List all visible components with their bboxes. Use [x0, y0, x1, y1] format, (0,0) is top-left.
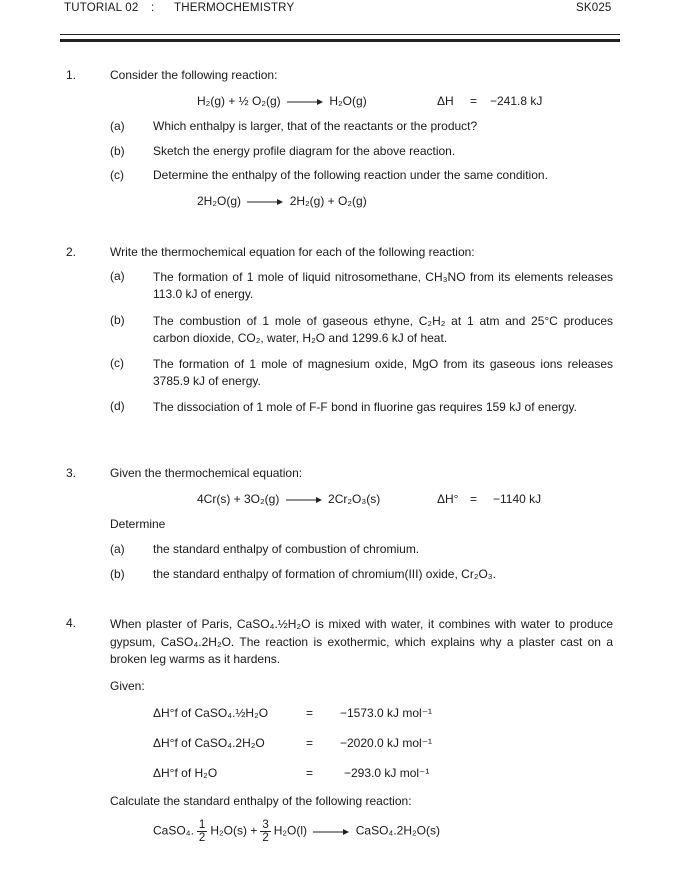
q1-eq-left: H₂(g) + ½ O₂(g) — [197, 94, 281, 108]
q3-number: 3. — [66, 466, 77, 480]
q1a-label: (a) — [110, 119, 125, 133]
fraction-denominator: 2 — [198, 832, 206, 844]
given-row-value: −2020.0 kJ mol⁻¹ — [340, 736, 433, 750]
fraction-three-halves — [260, 819, 270, 844]
q2a-text: The formation of 1 mole of liquid nitrosomethane, CH₃NO from its elements releases 113.0 kJ of energy. — [153, 270, 613, 301]
fraction-denominator: 2 — [262, 832, 269, 844]
q2b-text: The combustion of 1 mole of gaseous ethyne, C₂H₂ at 1 atm and 25°C produces carbon dioxide, CO₂, water, H₂O and 1299.6 kJ of heat. — [153, 314, 613, 345]
header-separator: : — [151, 2, 155, 14]
q2-stem: Write the thermochemical equation for each of the following reaction: — [110, 245, 475, 259]
tutorial-number: TUTORIAL 02 — [64, 2, 139, 14]
q1-stem: Consider the following reaction: — [110, 68, 278, 82]
q3-equation — [197, 492, 380, 506]
q2d-text: The dissociation of 1 mole of F-F bond in fluorine gas requires 159 kJ of energy. — [153, 400, 578, 414]
q2b-label: (b) — [110, 313, 125, 327]
q1c-eq-left: 2H₂O(g) — [197, 194, 241, 208]
given-row-sign: = — [306, 706, 314, 720]
q3a-text: the standard enthalpy of combustion of chromium. — [153, 542, 420, 556]
fraction-numerator: 3 — [262, 819, 269, 831]
q1-eq-right: H₂O(g) — [329, 94, 367, 108]
q2c-label: (c) — [110, 356, 124, 370]
q4-equation — [153, 819, 440, 844]
q2d-label: (d) — [110, 399, 125, 413]
q1c-equation — [197, 194, 367, 208]
given-row-sign: = — [306, 736, 314, 750]
q3-eq-left: 4Cr(s) + 3O₂(g) — [197, 492, 280, 506]
q1a-text: Which enthalpy is larger, that of the reactants or the product? — [153, 119, 478, 133]
q1-dh-value: −241.8 kJ — [490, 94, 543, 108]
q2c-text: The formation of 1 mole of magnesium oxide, MgO from its gaseous ions releases 3785.9 kJ of energy. — [153, 357, 613, 388]
given-row-value: −293.0 kJ mol⁻¹ — [344, 766, 430, 780]
q4-stem: When plaster of Paris, CaSO₄.½H₂O is mixed with water, it combines with water to produce gypsum, CaSO₄.2H₂O. The reaction is exothermic, which explains why a plaster cast on a broken leg warms as it hardens. — [110, 617, 613, 666]
header-rule-thin — [60, 34, 620, 35]
q2-number: 2. — [66, 245, 77, 259]
q1b-text: Sketch the energy profile diagram for the above reaction. — [153, 144, 456, 158]
q4-product: CaSO₄.2H₂O(s) — [355, 823, 440, 838]
given-row-label: ΔH°f of H₂O — [153, 766, 218, 780]
q2a-label: (a) — [110, 269, 125, 283]
q3a-label: (a) — [110, 542, 125, 556]
q3-dh-label: ΔH° — [437, 492, 459, 506]
q1c-text: Determine the enthalpy of the following reaction under the same condition. — [153, 168, 548, 182]
reaction-arrow-icon — [286, 98, 324, 106]
q4-reactant1-tail: H₂O(s) + — [210, 823, 258, 838]
q1-eq-sign: = — [470, 94, 478, 108]
q3-dh-value: −1140 kJ — [493, 492, 542, 506]
given-row-sign: = — [306, 766, 314, 780]
reaction-arrow-icon — [246, 198, 284, 206]
q3-eq-sign: = — [470, 492, 478, 506]
reaction-arrow-icon — [312, 828, 350, 836]
q3-stem: Given the thermochemical equation: — [110, 466, 303, 480]
q1b-label: (b) — [110, 144, 125, 158]
q1c-eq-right: 2H₂(g) + O₂(g) — [289, 194, 367, 208]
q4-given: Given: — [110, 679, 145, 693]
tutorial-topic: THERMOCHEMISTRY — [174, 2, 295, 14]
q4-reactant2: H₂O(l) — [273, 823, 308, 838]
course-code: SK025 — [576, 2, 612, 14]
q3-eq-right: 2Cr₂O₃(s) — [328, 492, 381, 506]
q1-dh-label: ΔH — [437, 94, 454, 108]
q3b-label: (b) — [110, 567, 125, 581]
q1c-label: (c) — [110, 168, 124, 182]
fraction-half — [197, 819, 207, 844]
q1-number: 1. — [66, 68, 77, 82]
given-row-value: −1573.0 kJ mol⁻¹ — [340, 706, 433, 720]
fraction-numerator: 1 — [198, 819, 206, 831]
q3-determine: Determine — [110, 517, 166, 531]
q4-reactant1: CaSO₄. — [153, 823, 194, 838]
q1-equation — [197, 94, 367, 108]
q3b-text: the standard enthalpy of formation of chromium(III) oxide, Cr₂O₃. — [153, 567, 497, 581]
q4-number: 4. — [66, 616, 77, 630]
header-rule-thick — [60, 39, 620, 42]
given-row-label: ΔH°f of CaSO₄.½H₂O — [153, 706, 269, 720]
q4-calculate: Calculate the standard enthalpy of the following reaction: — [110, 794, 412, 808]
reaction-arrow-icon — [285, 496, 323, 504]
given-row-label: ΔH°f of CaSO₄.2H₂O — [153, 736, 265, 750]
